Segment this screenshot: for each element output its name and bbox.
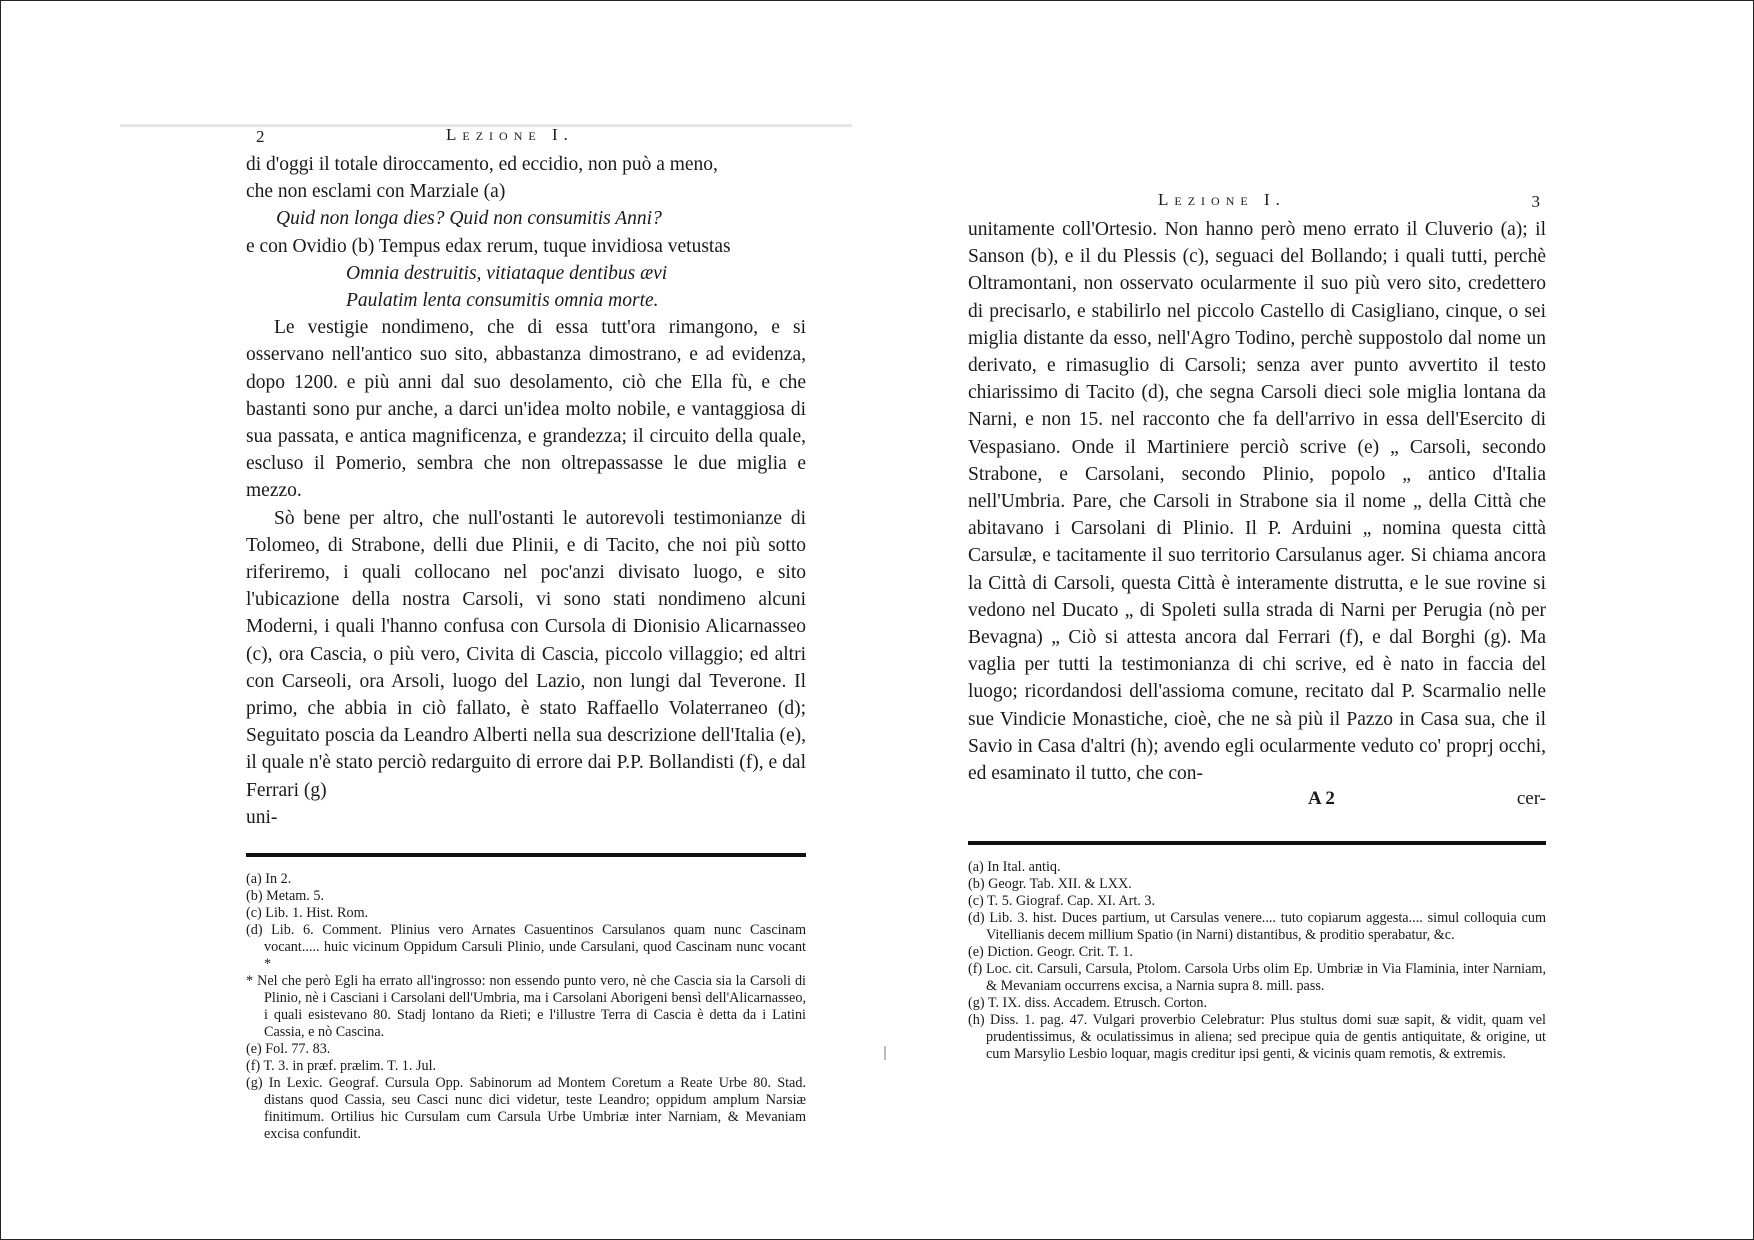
- footnote-rule: [968, 841, 1546, 845]
- right-page-body: [968, 216, 1546, 811]
- right-catchword: cer-: [1516, 788, 1546, 810]
- footnote: (d) Lib. 3. hist. Duces partium, ut Carsulas venere.... tuto copiarum aggesta.... simul colloquia cum Vitellianis decem millium Spatio (in Narni) distantibus, & proditio sperabatur, &c.: [968, 910, 1546, 944]
- footnote: (g) T. IX. diss. Accadem. Etrusch. Corton.: [968, 995, 1208, 1012]
- left-line-1: di d'oggi il totale diroccamento, ed eccidio, non può a meno,: [246, 154, 718, 175]
- footnote: (c) T. 5. Giograf. Cap. XI. Art. 3.: [968, 893, 1156, 910]
- footnote: (h) Diss. 1. pag. 47. Vulgari proverbio Celebratur: Plus stultus domi suæ sapit, & vidit, quam vel prudentissimus, & oculatissimus in aliena; sed precipue quia de gentis antiquitate, & origine, ut cum Marsylio Lesbio loquar, magis creditur ipsi genti, & vicinis quam remotis, & extremis.: [968, 1012, 1546, 1063]
- footnote: (e) Diction. Geogr. Crit. T. 1.: [968, 944, 1133, 961]
- footnote: (a) In Ital. antiq.: [968, 859, 1061, 876]
- footnote: (f) Loc. cit. Carsuli, Carsula, Ptolom. Carsola Urbs olim Ep. Umbriæ in Via Flaminia, inter Narniam, & Mevaniam occurrens excisa, a Narnia supra 8. mill. pass.: [968, 961, 1546, 995]
- signature-mark: A 2: [1308, 788, 1335, 810]
- left-page: [246, 125, 806, 1143]
- verse-ovidio-2: Omnia destruitis, vitiataque dentibus ævi: [346, 262, 668, 284]
- left-running-head: Lezione I.: [446, 125, 574, 144]
- footnote: (f) T. 3. in præf. prælim. T. 1. Jul.: [246, 1058, 437, 1075]
- footnote: (g) In Lexic. Geograf. Cursula Opp. Sabinorum ad Montem Coretum a Reate Urbe 80. Stad. distans quod Cassia, seu Casci nunc dici videtur, teste Leandro; oppidum amplum Narsiæ finitimum. Ortilius hic Cursulam cum Carsula Urbe Umbriæ inter Narniam, & Mevaniam excisa confundit.: [246, 1075, 806, 1143]
- gutter-mark: [884, 1046, 886, 1060]
- right-page-number: 3: [1531, 192, 1540, 211]
- left-paragraph-2: Sò bene per altro, che null'ostanti le autorevoli testimonianze di Tolomeo, di Strabone, delli due Plinii, e di Tacito, che noi più sotto riferiremo, i quali collocano nel poc'anzi divisato luogo, e sito l'ubicazione della nostra Carsoli, vi sono stati nondimeno alcuni Moderni, i quali l'hanno confusa con Cursola di Dionisio Alicarnasseo (c), ora Cascia, o più vero, Civita di Cascia, piccolo villaggio; ed altri con Carseoli, ora Arsoli, luogo del Lazio, non lungi dal Teverone. Il primo, che abbia in ciò fallato, è stato Raffaello Volaterraneo (d); Seguitato poscia da Leandro Alberti nella sua descrizione dell'Italia (e), il quale n'è stato perciò redarguito di errore dai P.P. Bollandisti (f), e dal Ferrari (g): [246, 507, 806, 801]
- verse-ovidio-3: Paulatim lenta consumitis omnia morte.: [346, 290, 659, 312]
- verse-ovidio-1: e con Ovidio (b) Tempus edax rerum, tuque invidiosa vetustas: [246, 235, 731, 257]
- footnote: (e) Fol. 77. 83.: [246, 1041, 331, 1058]
- footnote: (d) Lib. 6. Comment. Plinius vero Arnates Casuentinos Carsulanos quam nunc Cascinam vocant..... huic vicinum Oppidum Carsuli Plinio, unde Carsulani, quod Cascinam nunc vocant *: [246, 922, 806, 973]
- footnote: (b) Geogr. Tab. XII. & LXX.: [968, 876, 1132, 893]
- verse-marziale: Quid non longa dies? Quid non consumitis Anni?: [276, 208, 662, 230]
- right-page: [968, 190, 1546, 1063]
- footnote: * Nel che però Egli ha errato all'ingrosso: non essendo punto vero, nè che Cascia sia la Carsoli di Plinio, nè i Casciani i Carsolani dell'Umbria, ma i Carsolani Aborigeni bensì dell'Alicarnasseo, i quali esistevano 80. Stadj lontano da Rieti; e l'illustre Terra di Cascia è detta da i Latini Cassia, e nò Cascina.: [246, 973, 806, 1041]
- right-footnotes: [968, 859, 1546, 1063]
- left-page-header: [246, 125, 806, 151]
- left-line-2: che non esclami con Marziale (a): [246, 181, 506, 203]
- right-running-head: Lezione I.: [1158, 190, 1286, 209]
- left-paragraph-1: Le vestigie nondimeno, che di essa tutt'ora rimangono, e si osservano nell'antico suo sito, abbastanza dimostrano, e ad evidenza, dopo 1200. e più anni dal suo desolamento, ciò che Ella fù, e che bastanti sono pur anche, a darci un'idea molto nobile, e vantaggiosa di sua passata, e antica magnificenza, e grandezza; il circuito della quale, escluso il Pomerio, sembra che non oltrepassasse le due miglia e mezzo.: [246, 317, 806, 502]
- left-catchword: uni-: [246, 806, 278, 828]
- footnote: (b) Metam. 5.: [246, 888, 325, 905]
- footnote: (c) Lib. 1. Hist. Rom.: [246, 905, 369, 922]
- left-page-number: 2: [256, 127, 265, 146]
- footnote: (a) In 2.: [246, 871, 292, 888]
- signature-line: [968, 787, 1546, 811]
- right-page-header: [968, 190, 1546, 216]
- footnote-rule: [246, 853, 806, 857]
- left-page-body: [246, 151, 806, 831]
- right-main-text: unitamente coll'Ortesio. Non hanno però meno errato il Cluverio (a); il Sanson (b), e il du Plessis (c), seguaci del Bollando; i quali tutti, perchè Oltramontani, non osservato ocularmente il suo più vero sito, credettero di precisarlo, e stabilirlo nel piccolo Castello di Casigliano, cinque, o sei miglia distante da esso, nell'Agro Todino, perchè suppostolo dal nome un derivato, e rimasuglio di Carsoli; senza aver punto avvertito il testo chiarissimo di Tacito (d), che segna Carsoli dieci sole miglia lontana da Narni, e non 15. nel racconto che fa dell'arrivo in essa dell'Esercito di Vespasiano. Onde il Martiniere perciò scrive (e) „ Carsoli, secondo Strabone, e Carsolani, secondo Plinio, popolo „ antico d'Italia nell'Umbria. Pare, che Carsoli in Strabone sia il nome „ della Città che abitavano i Carsolani di Plinio. Il P. Arduini „ nomina questa città Carsulæ, e tacitamente il suo territorio Carsulanus ager. Si chiama ancora la Città di Carsoli, questa Città è interamente distrutta, e le sue rovine si vedono nel Ducato „ di Spoleti sulla strada di Narni per Perugia (nò per Bevagna) „ Ciò si attesta ancora dal Ferrari (f), e dal Borghi (g). Ma vaglia per tutti la testimonianza di chi scrive, ed è nato in faccia del luogo; ricordandosi dell'assioma comune, recitato dal P. Scarmalio nelle sue Vindicie Monastiche, cioè, che ne sà più il Pazzo in Casa sua, che il Savio in Casa d'altri (h); avendo egli ocularmente veduto co' proprj occhi, ed esaminato il tutto, che con-: [968, 219, 1546, 785]
- left-footnotes: [246, 871, 806, 1143]
